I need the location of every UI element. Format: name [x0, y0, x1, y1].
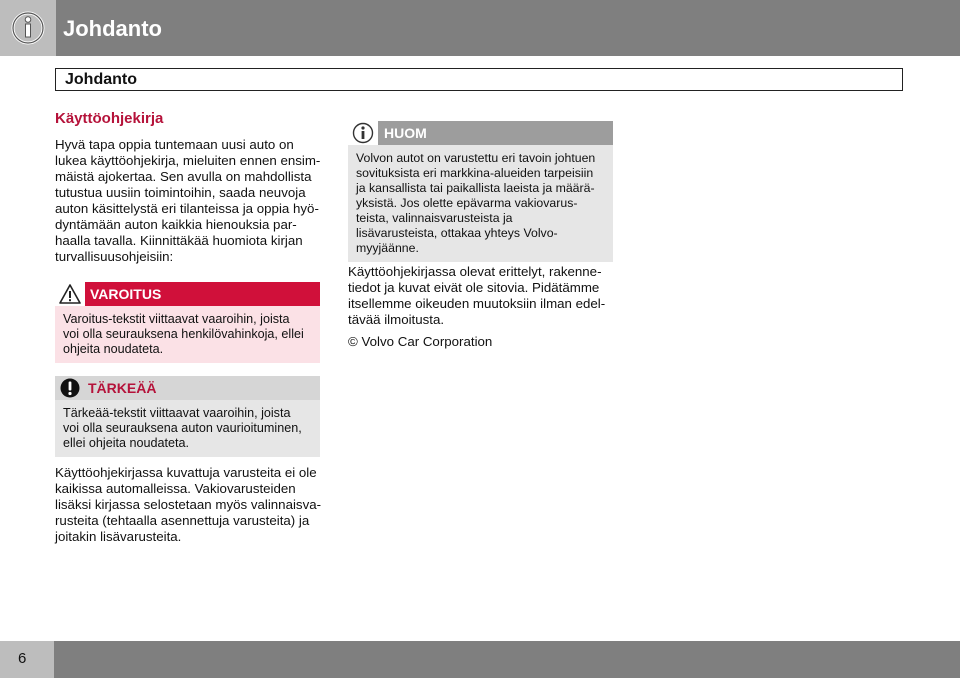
note-callout-header [348, 121, 613, 145]
important-line: Tärkeää-tekstit viittaavat vaaroihin, joista [63, 406, 291, 420]
section-title-box [55, 68, 903, 91]
rights-line: Käyttöohjekirjassa olevat erittelyt, rakenne- [348, 264, 602, 279]
important-callout-body [55, 400, 320, 457]
note-line: sovituksista eri markkina-alueiden tarpeisiin [356, 166, 594, 180]
rights-line: tävää ilmoitusta. [348, 312, 445, 327]
intro-line: tutustua uusiin toimintoihin, saada neuvoja [55, 185, 306, 200]
note-line: lisävarusteista, ottakaa yhteys Volvo- [356, 226, 558, 240]
important-callout [55, 376, 320, 457]
warning-line: Varoitus-tekstit viittaavat vaaroihin, joista [63, 312, 290, 326]
rights-line: tiedot ja kuvat eivät ole sitovia. Pidätämme [348, 280, 600, 295]
section-title: Johdanto [65, 71, 137, 88]
page-number-box [0, 641, 54, 678]
warning-callout [55, 282, 320, 363]
equipment-line: Käyttöohjekirjassa kuvattuja varusteita ei ole [55, 465, 317, 480]
important-line: ellei ohjeita noudateta. [63, 436, 190, 450]
intro-line: auton käsittelystä eri tilanteissa ja oppia hyö- [55, 201, 319, 216]
page-footer [0, 641, 960, 678]
rights-line: itsellemme oikeuden muutoksiin ilman edel- [348, 296, 606, 311]
equipment-line: rusteita (tehtaalla asennettuja varusteita) ja [55, 513, 310, 528]
page-number: 6 [18, 650, 27, 667]
note-line: myyjäänne. [356, 241, 419, 255]
important-line: voi olla seurauksena auton vaurioituminen, [63, 421, 302, 435]
intro-line: dyntämään auton kaikkia hienouksia par- [55, 217, 297, 232]
equipment-line: kaikissa automalleissa. Vakiovarusteiden [55, 481, 296, 496]
copyright-text: © Volvo Car Corporation [348, 334, 493, 349]
note-line: ja kansallista tai paikallista laeista ja määrä- [356, 181, 595, 195]
header-title: Johdanto [63, 16, 162, 41]
equipment-line: lisäksi kirjassa selostetaan myös valinnaisva- [55, 497, 322, 512]
note-callout [348, 121, 613, 262]
info-icon [348, 121, 378, 145]
note-callout-body [348, 145, 613, 262]
note-line: Volvon autot on varustettu eri tavoin johtuen [356, 151, 596, 165]
warning-line: voi olla seurauksena henkilövahinkoja, ellei [63, 327, 304, 341]
warning-line: ohjeita noudateta. [63, 342, 164, 356]
exclamation-circle-icon [55, 376, 85, 400]
equipment-line: joitakin lisävarusteita. [55, 529, 182, 544]
page-header [0, 0, 960, 56]
info-icon [9, 9, 47, 47]
important-callout-title: TÄRKEÄÄ [88, 380, 157, 396]
warning-callout-title: VAROITUS [90, 286, 162, 302]
warning-callout-header [55, 282, 320, 306]
intro-line: turvallisuusohjeisiin: [55, 249, 174, 264]
intro-line: Hyvä tapa oppia tuntemaan uusi auto on [55, 137, 294, 152]
note-line: yksistä. Jos olette epävarma vakiovarus- [356, 196, 578, 210]
subheading-kayttoohjekirja: Käyttöohjekirja [55, 110, 164, 127]
intro-line: lukea käyttöohjekirja, mieluiten ennen ensim- [55, 153, 321, 168]
rights-paragraph [348, 264, 623, 328]
warning-triangle-icon [55, 282, 85, 306]
intro-paragraph [55, 137, 325, 265]
intro-line: haalla tavalla. Kiinnittäkää huomiota kirjan [55, 233, 303, 248]
note-callout-title: HUOM [384, 125, 427, 141]
header-icon-box [0, 0, 56, 56]
warning-callout-body [55, 306, 320, 363]
note-line: teista, valinnaisvarusteista ja [356, 211, 513, 225]
equipment-paragraph [55, 465, 330, 545]
important-callout-header [55, 376, 320, 400]
intro-line: mäistä ajokertaa. Sen avulla on mahdollista [55, 169, 312, 184]
